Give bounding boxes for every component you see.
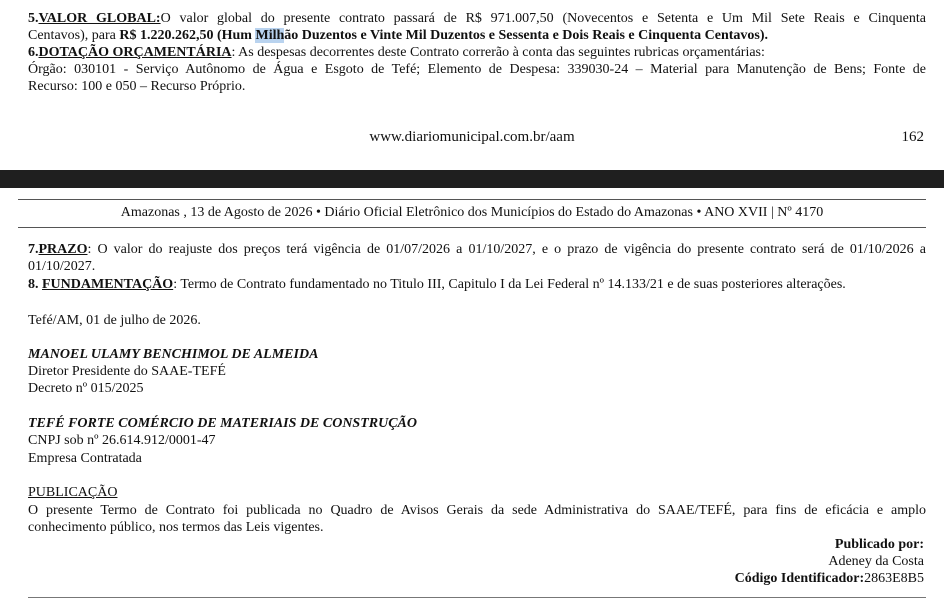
identifier-code-label: Código Identificador: [734,571,865,586]
clause-5-line-2 [28,27,926,44]
header-bottom-rule [18,227,926,228]
page-break-band [0,170,944,188]
bottom-rule [28,597,926,598]
clause-6-number: 6. [28,45,39,60]
clause-5-line-1 [28,10,926,27]
clause-7-text-cont: 01/10/2027. [28,259,96,274]
clause-6-line-1 [28,44,926,61]
clause-5-text-cont: Centavos), para [28,28,120,43]
header-top-rule [18,199,926,200]
clause-7-number: 7. [28,242,39,257]
page-number: 162 [901,129,924,145]
clause-8-text: : Termo de Contrato fundamentado no Titulo III, Capitulo I da Lei Federal nº 14.133/21 e de suas posteriores alterações. [173,277,846,292]
clause-6-funding-source: Recurso: 100 e 050 – Recurso Próprio. [28,79,246,94]
clause-6-line-2 [28,61,926,78]
clause-6-line-3 [28,78,926,95]
clause-5-text: O valor global do presente contrato passará de R$ 971.007,50 (Novecentos e Setenta e Um Mil Sete Reais e Cinquenta [160,11,926,26]
clause-7-line-2 [28,258,926,275]
signatory-2-role: Empresa Contratada [28,451,142,466]
place-date: Tefé/AM, 01 de julho de 2026. [28,313,201,328]
publication-line-2: conhecimento público, nos termos das Leis vigentes. [28,520,324,535]
clause-8-line [28,276,926,293]
signatory-2-cnpj: CNPJ sob nº 26.614.912/0001-47 [28,433,216,448]
clause-6-budget-details: Órgão: 030101 - Serviço Autônomo de Água e Esgoto de Tefé; Elemento de Despesa: 339030-24 – Material para Manutenção de Bens; Fonte de [28,62,926,77]
published-by-name: Adeney da Costa [828,554,924,569]
signatory-1-name: MANOEL ULAMY BENCHIMOL DE ALMEIDA [28,347,319,362]
clause-8-number: 8. [28,277,42,292]
clause-5-amount: R$ 1.220.262,50 (Hum [119,28,256,43]
clause-5-number: 5. [28,11,39,26]
footer-url: www.diariomunicipal.com.br/aam [369,129,575,145]
signatory-1-decree: Decreto nº 015/2025 [28,381,144,396]
clause-6-text: : As despesas decorrentes deste Contrato correrão à conta das seguintes rubricas orçamentárias: [231,45,765,60]
publication-line-1 [28,502,926,519]
clause-5-amount-cont: ão Duzentos e Vinte Mil Duzentos e Sessenta e Dois Reais e Cinquenta Centavos). [284,28,769,43]
identifier-code-value: 2863E8B5 [864,571,924,586]
identifier-code [735,570,924,587]
signatory-1-role: Diretor Presidente do SAAE-TEFÉ [28,364,226,379]
published-by-label: Publicado por: [834,537,924,552]
clause-5-title: VALOR GLOBAL: [38,11,161,26]
clause-6-title: DOTAÇÃO ORÇAMENTÁRIA [38,45,232,60]
clause-7-line-1 [28,241,926,258]
clause-7-text: : O valor do reajuste dos preços terá vigência de 01/07/2026 a 01/10/2027, e o prazo de vigência do presente contrato será de 01/10/2026 a [87,242,926,257]
publication-text: O presente Termo de Contrato foi publicada no Quadro de Avisos Gerais da sede Administrativa do SAAE/TEFÉ, para fins de eficácia e amplo [28,503,926,518]
text-selection-highlight[interactable]: Milh [255,28,285,43]
clause-8-title: FUNDAMENTAÇÃO [42,277,174,292]
clause-7-title: PRAZO [38,242,88,257]
publication-title: PUBLICAÇÃO [28,485,118,500]
journal-header: Amazonas , 13 de Agosto de 2026 • Diário Oficial Eletrônico dos Municípios do Estado do Amazonas • ANO XVII | Nº 4170 [120,205,824,220]
signatory-2-name: TEFÉ FORTE COMÉRCIO DE MATERIAIS DE CONSTRUÇÃO [28,416,417,431]
